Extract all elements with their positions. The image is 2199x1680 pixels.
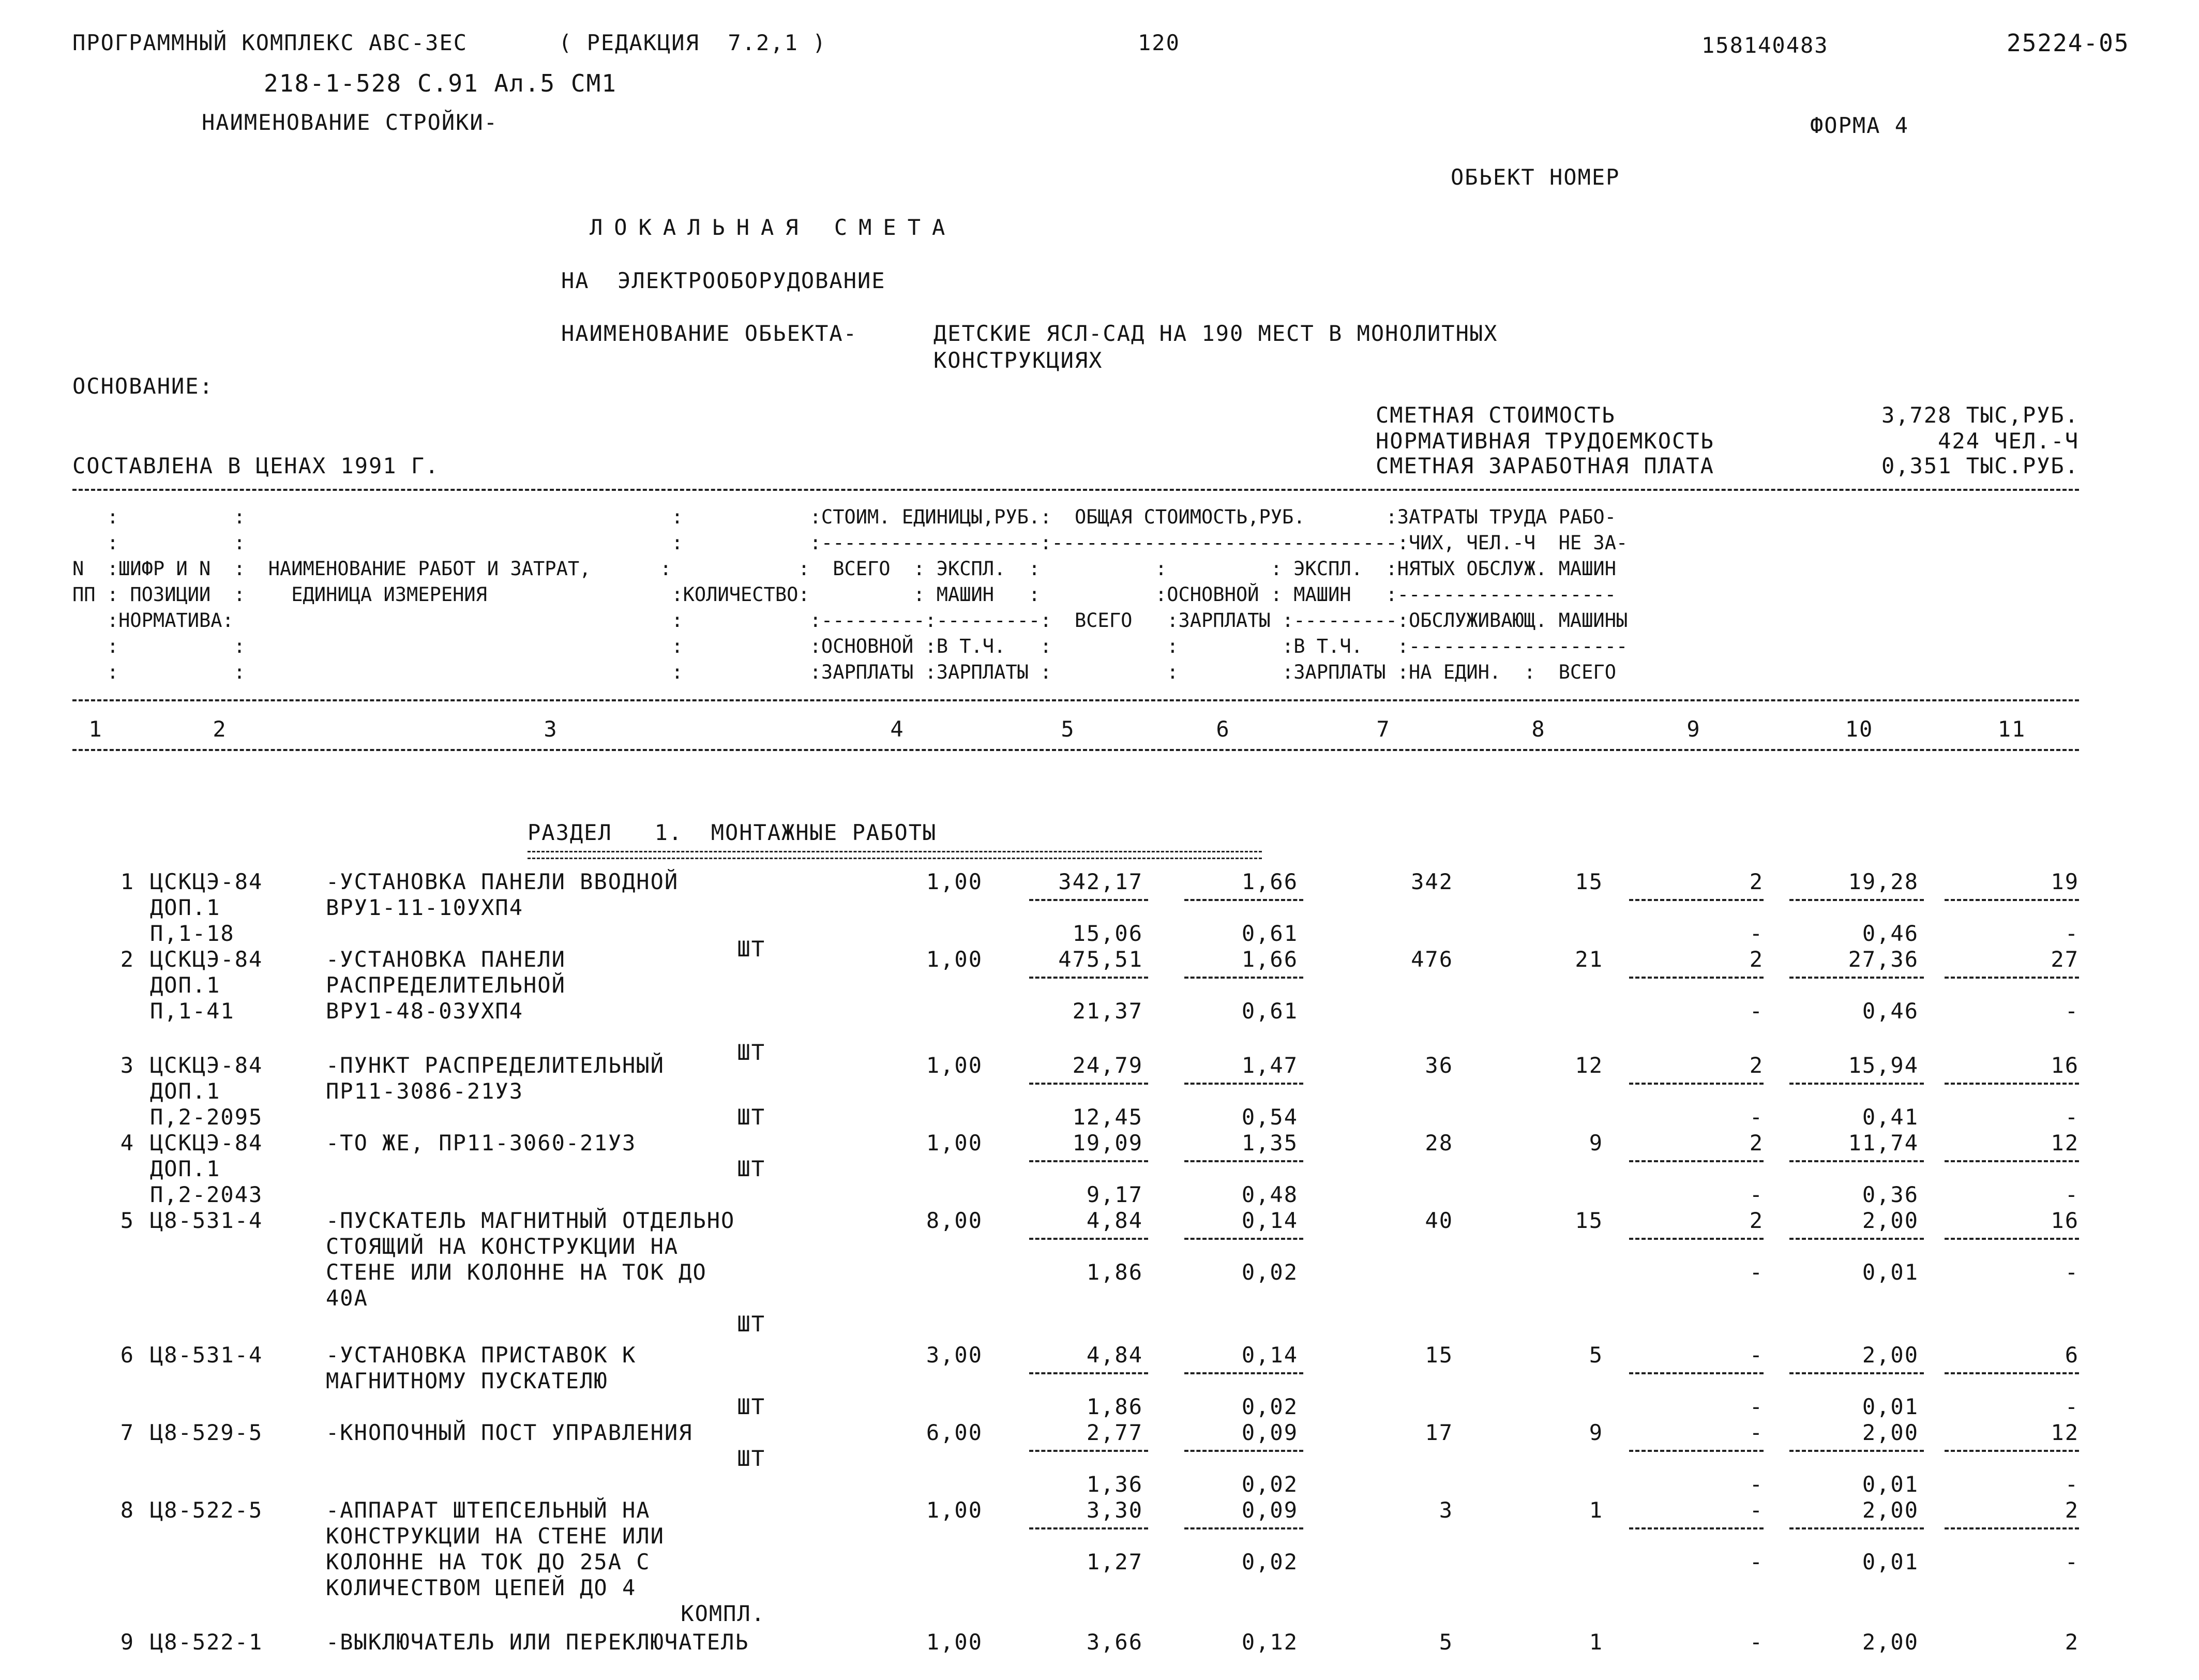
total-cost: 476 <box>1411 947 1453 972</box>
cell-underline <box>1184 899 1303 901</box>
norm-code: ЦСКЦЭ-84 <box>150 869 263 894</box>
object-name-line2: КОНСТРУКЦИЯХ <box>933 348 1103 373</box>
header-row: : : : :СТОИМ. ЕДИНИЦЫ,РУБ.: ОБЩАЯ СТОИМОСТЬ,РУБ. :ЗАТРАТЫ ТРУДА РАБО- <box>72 506 1616 528</box>
cell-underline <box>1945 1083 2079 1085</box>
row-number: 3 <box>120 1053 134 1078</box>
labor-per-unit: 2,00 <box>1862 1420 1919 1445</box>
column-number: 9 <box>1686 716 1701 742</box>
unit-base-wage: 15,06 <box>1072 921 1143 946</box>
header-row: : : : :ОСНОВНОЙ :В Т.Ч. : : :В Т.Ч. :------------------- <box>72 635 1628 657</box>
unit: ШТ <box>737 1040 765 1065</box>
unit-base-wage: 21,37 <box>1072 998 1143 1024</box>
section-underline <box>528 851 1262 859</box>
machine-wage: - <box>1749 1104 1764 1130</box>
service-labor-per-unit: 0,46 <box>1862 921 1919 946</box>
cost-label: СМЕТНАЯ СТОИМОСТЬ <box>1376 402 1616 428</box>
unit: ШТ <box>737 936 765 962</box>
unit-cost-total: 4,84 <box>1086 1208 1143 1233</box>
unit-cost-machines: 1,66 <box>1241 869 1298 894</box>
cell-underline <box>1629 977 1764 979</box>
form-label: ФОРМА 4 <box>1810 113 1909 138</box>
total-cost: 3 <box>1439 1497 1453 1523</box>
cell-underline <box>1629 1527 1764 1529</box>
column-number: 7 <box>1376 716 1391 742</box>
service-labor-total: - <box>2065 1549 2079 1574</box>
labor-total: 6 <box>2065 1342 2079 1368</box>
column-number: 4 <box>890 716 905 742</box>
machine-wage: - <box>1749 1549 1764 1574</box>
norm-code: ЦСКЦЭ-84 <box>150 947 263 972</box>
machine-wage: - <box>1749 921 1764 946</box>
norm-code: ЦСКЦЭ-84 <box>150 1053 263 1078</box>
unit-base-wage: 1,86 <box>1086 1394 1143 1419</box>
unit-base-wage: 12,45 <box>1072 1104 1143 1130</box>
work-name: -УСТАНОВКА ПРИСТАВОК К <box>326 1342 637 1368</box>
total-machines: - <box>1749 1420 1764 1445</box>
total-machines: - <box>1749 1342 1764 1368</box>
row-number: 8 <box>120 1497 134 1523</box>
total-cost: 40 <box>1425 1208 1453 1233</box>
unit-cost-machines: 0,09 <box>1241 1497 1298 1523</box>
total-wages: 15 <box>1575 1208 1603 1233</box>
work-name: -ПУСКАТЕЛЬ МАГНИТНЫЙ ОТДЕЛЬНО <box>326 1208 735 1233</box>
labor-total: 2 <box>2065 1497 2079 1523</box>
cell-underline <box>1029 1372 1148 1374</box>
work-name: РАСПРЕДЕЛИТЕЛЬНОЙ <box>326 972 566 998</box>
cell-underline <box>1029 1238 1148 1240</box>
machine-wage: - <box>1749 1182 1764 1207</box>
unit: ШТ <box>737 1311 765 1337</box>
quantity: 8,00 <box>926 1208 983 1233</box>
table-header <box>72 504 2079 691</box>
row-number: 6 <box>120 1342 134 1368</box>
header-row: :НОРМАТИВА: : :---------:---------: ВСЕГО :ЗАРПЛАТЫ :---------:ОБСЛУЖИВАЮЩ. МАШИНЫ <box>72 609 1628 632</box>
code-number: 158140483 <box>1701 33 1829 58</box>
unit: ШТ <box>737 1156 765 1181</box>
norm-code: ДОП.1 <box>150 972 221 998</box>
cell-underline <box>1629 1372 1764 1374</box>
cell-underline <box>1629 1238 1764 1240</box>
total-machines: 2 <box>1749 869 1764 894</box>
wage-label: СМЕТНАЯ ЗАРАБОТНАЯ ПЛАТА <box>1376 453 1714 478</box>
column-number: 6 <box>1216 716 1230 742</box>
total-wages: 21 <box>1575 947 1603 972</box>
estimate-subtitle: НА ЭЛЕКТРООБОРУДОВАНИЕ <box>561 268 886 293</box>
norm-code: П,2-2043 <box>150 1182 263 1207</box>
column-number: 2 <box>213 716 227 742</box>
cell-underline <box>1184 1450 1303 1452</box>
cell-underline <box>1789 1083 1924 1085</box>
row-number: 2 <box>120 947 134 972</box>
total-wages: 15 <box>1575 869 1603 894</box>
labor-total: 19 <box>2051 869 2079 894</box>
work-name: ВРУ1-48-03УХП4 <box>326 998 524 1024</box>
unit: ШТ <box>737 1446 765 1471</box>
cell-underline <box>1029 899 1148 901</box>
labor-total: 27 <box>2051 947 2079 972</box>
cell-underline <box>1789 977 1924 979</box>
unit: ШТ <box>737 1104 765 1130</box>
row-number: 9 <box>120 1629 134 1655</box>
cell-underline <box>1629 1083 1764 1085</box>
column-number: 10 <box>1845 716 1874 742</box>
cell-underline <box>1029 1083 1148 1085</box>
quantity: 3,00 <box>926 1342 983 1368</box>
service-labor-total: - <box>2065 1104 2079 1130</box>
unit-machine-wage: 0,61 <box>1241 921 1298 946</box>
cell-underline <box>1945 1372 2079 1374</box>
unit-cost-machines: 1,66 <box>1241 947 1298 972</box>
wage-value: 0,351 ТЫС.РУБ. <box>1881 453 2079 478</box>
object-label: НАИМЕНОВАНИЕ ОБЬЕКТА- <box>561 321 858 346</box>
labor-total: 16 <box>2051 1208 2079 1233</box>
unit-machine-wage: 0,02 <box>1241 1259 1298 1285</box>
unit-machine-wage: 0,02 <box>1241 1394 1298 1419</box>
unit-cost-machines: 0,12 <box>1241 1629 1298 1655</box>
cell-underline <box>1945 1160 2079 1162</box>
labor-total: 2 <box>2065 1629 2079 1655</box>
labor-per-unit: 15,94 <box>1848 1053 1919 1078</box>
unit-cost-machines: 0,14 <box>1241 1208 1298 1233</box>
total-wages: 1 <box>1589 1497 1603 1523</box>
labor-total: 16 <box>2051 1053 2079 1078</box>
work-name: -АППАРАТ ШТЕПСЕЛЬНЫЙ НА <box>326 1497 651 1523</box>
work-name: СТОЯЩИЙ НА КОНСТРУКЦИИ НА <box>326 1234 679 1259</box>
column-number: 11 <box>1997 716 2026 742</box>
cost-value: 3,728 ТЫС,РУБ. <box>1881 402 2079 428</box>
basis-label: ОСНОВАНИЕ: <box>72 373 214 399</box>
labor-per-unit: 2,00 <box>1862 1497 1919 1523</box>
header-row: : : : :-------------------:------------------------------:ЧИХ, ЧЕЛ.-Ч НЕ ЗА- <box>72 532 1628 554</box>
unit-base-wage: 1,86 <box>1086 1259 1143 1285</box>
page-number: 120 <box>1138 30 1180 55</box>
service-labor-total: - <box>2065 1394 2079 1419</box>
total-cost: 17 <box>1425 1420 1453 1445</box>
unit-machine-wage: 0,02 <box>1241 1549 1298 1574</box>
labor-total: 12 <box>2051 1130 2079 1156</box>
service-labor-per-unit: 0,01 <box>1862 1549 1919 1574</box>
norm-code: П,1-18 <box>150 921 235 946</box>
cell-underline <box>1789 1527 1924 1529</box>
unit-machine-wage: 0,61 <box>1241 998 1298 1024</box>
service-labor-per-unit: 0,01 <box>1862 1472 1919 1497</box>
cell-underline <box>1629 899 1764 901</box>
service-labor-total: - <box>2065 921 2079 946</box>
unit-cost-machines: 1,35 <box>1241 1130 1298 1156</box>
norm-code: ДОП.1 <box>150 1078 221 1104</box>
work-name: СТЕНЕ ИЛИ КОЛОННЕ НА ТОК ДО <box>326 1259 707 1285</box>
unit-machine-wage: 0,02 <box>1241 1472 1298 1497</box>
total-machines: 2 <box>1749 1208 1764 1233</box>
total-machines: - <box>1749 1497 1764 1523</box>
work-name: -ВЫКЛЮЧАТЕЛЬ ИЛИ ПЕРЕКЛЮЧАТЕЛЬ <box>326 1629 749 1655</box>
row-number: 1 <box>120 869 134 894</box>
cell-underline <box>1184 1527 1303 1529</box>
quantity: 1,00 <box>926 869 983 894</box>
service-labor-total: - <box>2065 1259 2079 1285</box>
unit: КОМПЛ. <box>681 1601 765 1626</box>
norm-code: Ц8-531-4 <box>150 1208 263 1233</box>
total-machines: 2 <box>1749 1130 1764 1156</box>
service-labor-per-unit: 0,36 <box>1862 1182 1919 1207</box>
unit-cost-total: 4,84 <box>1086 1342 1143 1368</box>
labor-per-unit: 2,00 <box>1862 1208 1919 1233</box>
labor-per-unit: 2,00 <box>1862 1629 1919 1655</box>
quantity: 1,00 <box>926 1053 983 1078</box>
column-number: 8 <box>1531 716 1546 742</box>
norm-code: П,1-41 <box>150 998 235 1024</box>
labor-value: 424 ЧЕЛ.-Ч <box>1938 428 2079 454</box>
row-number: 5 <box>120 1208 134 1233</box>
total-wages: 9 <box>1589 1130 1603 1156</box>
object-name-line1: ДЕТСКИЕ ЯСЛ-САД НА 190 МЕСТ В МОНОЛИТНЫХ <box>933 321 1498 346</box>
unit-base-wage: 1,27 <box>1086 1549 1143 1574</box>
labor-per-unit: 2,00 <box>1862 1342 1919 1368</box>
cell-underline <box>1789 1450 1924 1452</box>
quantity: 1,00 <box>926 1130 983 1156</box>
cell-underline <box>1029 1527 1148 1529</box>
quantity: 1,00 <box>926 947 983 972</box>
cell-underline <box>1029 1450 1148 1452</box>
unit: ШТ <box>737 1394 765 1419</box>
total-cost: 342 <box>1411 869 1453 894</box>
unit-cost-total: 19,09 <box>1072 1130 1143 1156</box>
service-labor-total: - <box>2065 998 2079 1024</box>
quantity: 6,00 <box>926 1420 983 1445</box>
cell-underline <box>1629 1450 1764 1452</box>
unit-base-wage: 1,36 <box>1086 1472 1143 1497</box>
unit-cost-total: 2,77 <box>1086 1420 1143 1445</box>
norm-code: Ц8-529-5 <box>150 1420 263 1445</box>
service-labor-total: - <box>2065 1182 2079 1207</box>
document-reference: 218-1-528 С.91 Ал.5 СМ1 <box>264 69 617 97</box>
total-cost: 15 <box>1425 1342 1453 1368</box>
total-cost: 5 <box>1439 1629 1453 1655</box>
norm-code: ЦСКЦЭ-84 <box>150 1130 263 1156</box>
quantity: 1,00 <box>926 1497 983 1523</box>
total-machines: 2 <box>1749 1053 1764 1078</box>
total-machines: 2 <box>1749 947 1764 972</box>
header-row: N :ШИФР И N : НАИМЕНОВАНИЕ РАБОТ И ЗАТРАТ, : : ВСЕГО : ЭКСПЛ. : : : ЭКСПЛ. :НЯТЫХ ОБСЛУЖ. МАШИН <box>72 558 1616 580</box>
work-name: -КНОПОЧНЫЙ ПОСТ УПРАВЛЕНИЯ <box>326 1420 693 1445</box>
total-wages: 12 <box>1575 1053 1603 1078</box>
unit-cost-total: 3,66 <box>1086 1629 1143 1655</box>
cell-underline <box>1184 1238 1303 1240</box>
norm-code: ДОП.1 <box>150 1156 221 1181</box>
work-name: -ТО ЖЕ, ПР11-3060-21У3 <box>326 1130 637 1156</box>
cell-underline <box>1789 1238 1924 1240</box>
cell-underline <box>1945 1238 2079 1240</box>
column-number: 3 <box>544 716 558 742</box>
cell-underline <box>1184 977 1303 979</box>
unit-cost-machines: 0,14 <box>1241 1342 1298 1368</box>
total-wages: 9 <box>1589 1420 1603 1445</box>
norm-code: ДОП.1 <box>150 895 221 920</box>
unit-cost-total: 3,30 <box>1086 1497 1143 1523</box>
labor-per-unit: 19,28 <box>1848 869 1919 894</box>
work-name: ПР11-3086-21У3 <box>326 1078 524 1104</box>
cell-underline <box>1184 1083 1303 1085</box>
work-name: ВРУ1-11-10УХП4 <box>326 895 524 920</box>
unit-base-wage: 9,17 <box>1086 1182 1143 1207</box>
cell-underline <box>1029 977 1148 979</box>
object-number-label: ОБЬЕКТ НОМЕР <box>1451 164 1620 190</box>
compiled-label: СОСТАВЛЕНА В ЦЕНАХ 1991 Г. <box>72 453 440 478</box>
labor-total: 12 <box>2051 1420 2079 1445</box>
service-labor-per-unit: 0,41 <box>1862 1104 1919 1130</box>
work-name: МАГНИТНОМУ ПУСКАТЕЛЮ <box>326 1368 608 1393</box>
labor-per-unit: 27,36 <box>1848 947 1919 972</box>
column-number: 5 <box>1061 716 1075 742</box>
total-wages: 1 <box>1589 1629 1603 1655</box>
unit-cost-machines: 0,09 <box>1241 1420 1298 1445</box>
work-name: -УСТАНОВКА ПАНЕЛИ <box>326 947 566 972</box>
program-name: ПРОГРАММНЫЙ КОМПЛЕКС АВС-3ЕС <box>72 30 468 55</box>
labor-per-unit: 11,74 <box>1848 1130 1919 1156</box>
total-cost: 36 <box>1425 1053 1453 1078</box>
cell-underline <box>1789 899 1924 901</box>
labor-label: НОРМАТИВНАЯ ТРУДОЕМКОСТЬ <box>1376 428 1714 454</box>
divider <box>72 489 2079 491</box>
total-wages: 5 <box>1589 1342 1603 1368</box>
section-title: РАЗДЕЛ 1. МОНТАЖНЫЕ РАБОТЫ <box>528 820 937 845</box>
unit-cost-total: 342,17 <box>1058 869 1143 894</box>
norm-code: Ц8-522-1 <box>150 1629 263 1655</box>
machine-wage: - <box>1749 998 1764 1024</box>
header-row: : : : :ЗАРПЛАТЫ :ЗАРПЛАТЫ : : :ЗАРПЛАТЫ :НА ЕДИН. : ВСЕГО <box>72 661 1616 683</box>
cell-underline <box>1945 1527 2079 1529</box>
cell-underline <box>1029 1160 1148 1162</box>
norm-code: Ц8-522-5 <box>150 1497 263 1523</box>
service-labor-per-unit: 0,01 <box>1862 1394 1919 1419</box>
norm-code: П,2-2095 <box>150 1104 263 1130</box>
service-labor-per-unit: 0,46 <box>1862 998 1919 1024</box>
row-number: 7 <box>120 1420 134 1445</box>
divider <box>72 749 2079 751</box>
divider <box>72 699 2079 701</box>
header-row: ПП : ПОЗИЦИИ : ЕДИНИЦА ИЗМЕРЕНИЯ :КОЛИЧЕСТВО: : МАШИН : :ОСНОВНОЙ : МАШИН :------------------- <box>72 583 1616 606</box>
unit-cost-total: 475,51 <box>1058 947 1143 972</box>
work-name: -ПУНКТ РАСПРЕДЕЛИТЕЛЬНЫЙ <box>326 1053 665 1078</box>
work-name: КОНСТРУКЦИИ НА СТЕНЕ ИЛИ <box>326 1523 665 1549</box>
cell-underline <box>1789 1372 1924 1374</box>
work-name: -УСТАНОВКА ПАНЕЛИ ВВОДНОЙ <box>326 869 679 894</box>
quantity: 1,00 <box>926 1629 983 1655</box>
page-title: ЛОКАЛЬНАЯ СМЕТА <box>590 215 957 240</box>
edition: ( РЕДАКЦИЯ 7.2,1 ) <box>559 30 827 55</box>
work-name: КОЛИЧЕСТВОМ ЦЕПЕЙ ДО 4 <box>326 1575 637 1600</box>
cell-underline <box>1945 1450 2079 1452</box>
construction-label: НАИМЕНОВАНИЕ СТРОЙКИ- <box>202 110 499 135</box>
unit-cost-total: 24,79 <box>1072 1053 1143 1078</box>
service-labor-total: - <box>2065 1472 2079 1497</box>
cell-underline <box>1184 1372 1303 1374</box>
cell-underline <box>1184 1160 1303 1162</box>
machine-wage: - <box>1749 1259 1764 1285</box>
cell-underline <box>1629 1160 1764 1162</box>
total-cost: 28 <box>1425 1130 1453 1156</box>
machine-wage: - <box>1749 1472 1764 1497</box>
column-number: 1 <box>88 716 103 742</box>
row-number: 4 <box>120 1130 134 1156</box>
cell-underline <box>1945 977 2079 979</box>
unit-cost-machines: 1,47 <box>1241 1053 1298 1078</box>
sheet-code: 25224-05 <box>2007 29 2130 57</box>
cell-underline <box>1789 1160 1924 1162</box>
norm-code: Ц8-531-4 <box>150 1342 263 1368</box>
work-name: КОЛОННЕ НА ТОК ДО 25А С <box>326 1549 651 1574</box>
work-name: 40А <box>326 1285 368 1311</box>
machine-wage: - <box>1749 1394 1764 1419</box>
unit-machine-wage: 0,48 <box>1241 1182 1298 1207</box>
unit-machine-wage: 0,54 <box>1241 1104 1298 1130</box>
cell-underline <box>1945 899 2079 901</box>
service-labor-per-unit: 0,01 <box>1862 1259 1919 1285</box>
total-machines: - <box>1749 1629 1764 1655</box>
